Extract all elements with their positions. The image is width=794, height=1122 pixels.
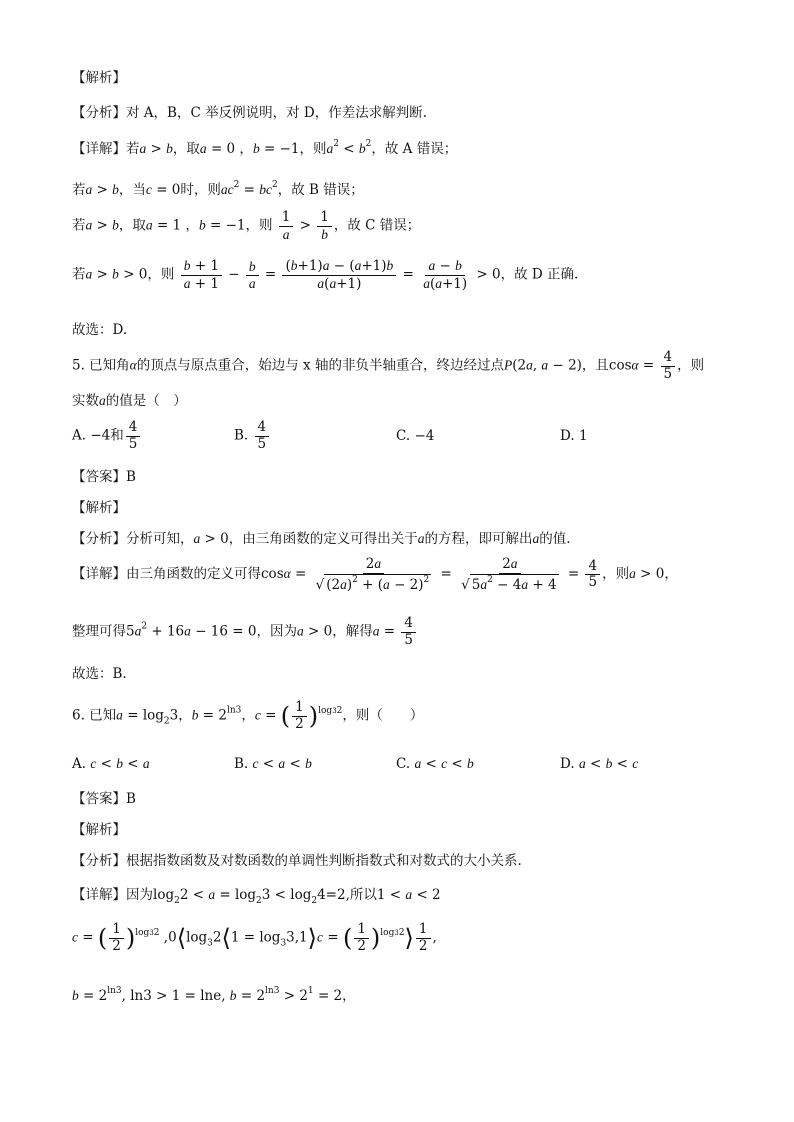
q6-detail-line2: c = ( $\frac{1}{2}$ )$^{log32}$ $,0⟨\log_32⟨1$ = $\log_33,1⟩c$ = ( $\frac{1}{2}$ )$^{log32}$⟩ $\frac{1}{2}$ , xyxy=(72,921,437,954)
q5-answer: 故选：B. xyxy=(72,666,127,682)
q6-detail-line3: $b = 2^{ln3}$, ln3 > 1 = lne, $b = 2^{ln3} > 2^1 = 2$， xyxy=(72,986,356,1004)
q5-option-c: C. −4 xyxy=(396,428,435,444)
q4-detail-line-c: 若a > b，取a = 1 ，b = −1，则 $\frac{1}{a}$ > $\frac{1}{b}$ ，故 C 错误； xyxy=(72,209,421,242)
q6-detail-line1: 【详解】因为$\log_22 < a = \log_23 < \log_24=2$,所以1 < a < 2 xyxy=(72,887,441,906)
q5-option-a: A. −4和 $\frac{4}{5}$ xyxy=(72,420,142,452)
q6-stem: 6. 已知$a = \log_23$，$b = 2^{ln3}$，c = ( $\frac{1}{2}$ )$^{log32}$，则（ ） xyxy=(72,699,424,732)
q6-option-b: B. c < a < b xyxy=(234,756,312,772)
q4-answer: 故选：D. xyxy=(72,322,128,338)
q5-answer-tag: 【答案】B xyxy=(72,469,136,485)
q6-fenxi: 【分析】根据指数函数及对数函数的单调性判断指数式和对数式的大小关系. xyxy=(72,853,522,869)
q5-detail-line: 【详解】由三角函数的定义可得cosα = $\frac{2a}{√ (2a)^2 + (a - 2)^2}$ = $\frac{2a}{√ 5a^2 - 4a + 4}$ = $\frac{4}{5}$ ，则a > 0， xyxy=(72,556,678,593)
q6-answer-tag: 【答案】B xyxy=(72,791,136,807)
q6-option-c: C. a < c < b xyxy=(396,756,474,772)
q5-stem-line1: 5. 已知角α的顶点与原点重合，始边与 x 轴的非负半轴重合，终边经过点P(2a, a − 2)，且cosα = $\frac{4}{5}$ ，则 xyxy=(72,349,705,382)
q5-jiexi-tag: 【解析】 xyxy=(72,500,126,516)
q6-jiexi-tag: 【解析】 xyxy=(72,822,126,838)
q5-zhengli-line: 整理可得$5a^2 + 16a - 16 = 0$，因为a > 0，解得a = $\frac{4}{5}$ xyxy=(72,616,418,648)
q4-detail-line-a: 【详解】若a > b，取a = 0 ，b = −1，则$a^2 < b^2$，故 A 错误； xyxy=(72,139,458,157)
q4-detail-line-b: 若a > b，当c = 0时，则$ac^2 = bc^2$，故 B 错误； xyxy=(72,180,364,198)
q5-stem-line2: 实数a的值是（ ） xyxy=(72,393,187,409)
q6-option-d: D. a < b < c xyxy=(560,756,639,772)
q4-fenxi: 【分析】对 A，B，C 举反例说明，对 D，作差法求解判断. xyxy=(72,105,427,121)
q4-detail-line-d: 若a > b > 0，则 $\frac{b + 1}{a + 1}$ − $\frac{b}{a}$ = $\frac{(b+1)a - (a+1)b}{a(a+1)}$ = $\frac{a - b}{a(a+1)}$ > 0，故 D 正确. xyxy=(72,258,579,292)
q5-fenxi: 【分析】分析可知，a > 0，由三角函数的定义可得出关于a的方程，即可解出a的值. xyxy=(72,531,571,547)
q5-option-b: B. $\frac{4}{5}$ xyxy=(234,420,271,452)
q4-jiexi-tag: 【解析】 xyxy=(72,70,126,86)
q6-option-a: A. c < b < a xyxy=(72,756,150,772)
q5-option-d: D. 1 xyxy=(560,428,588,444)
